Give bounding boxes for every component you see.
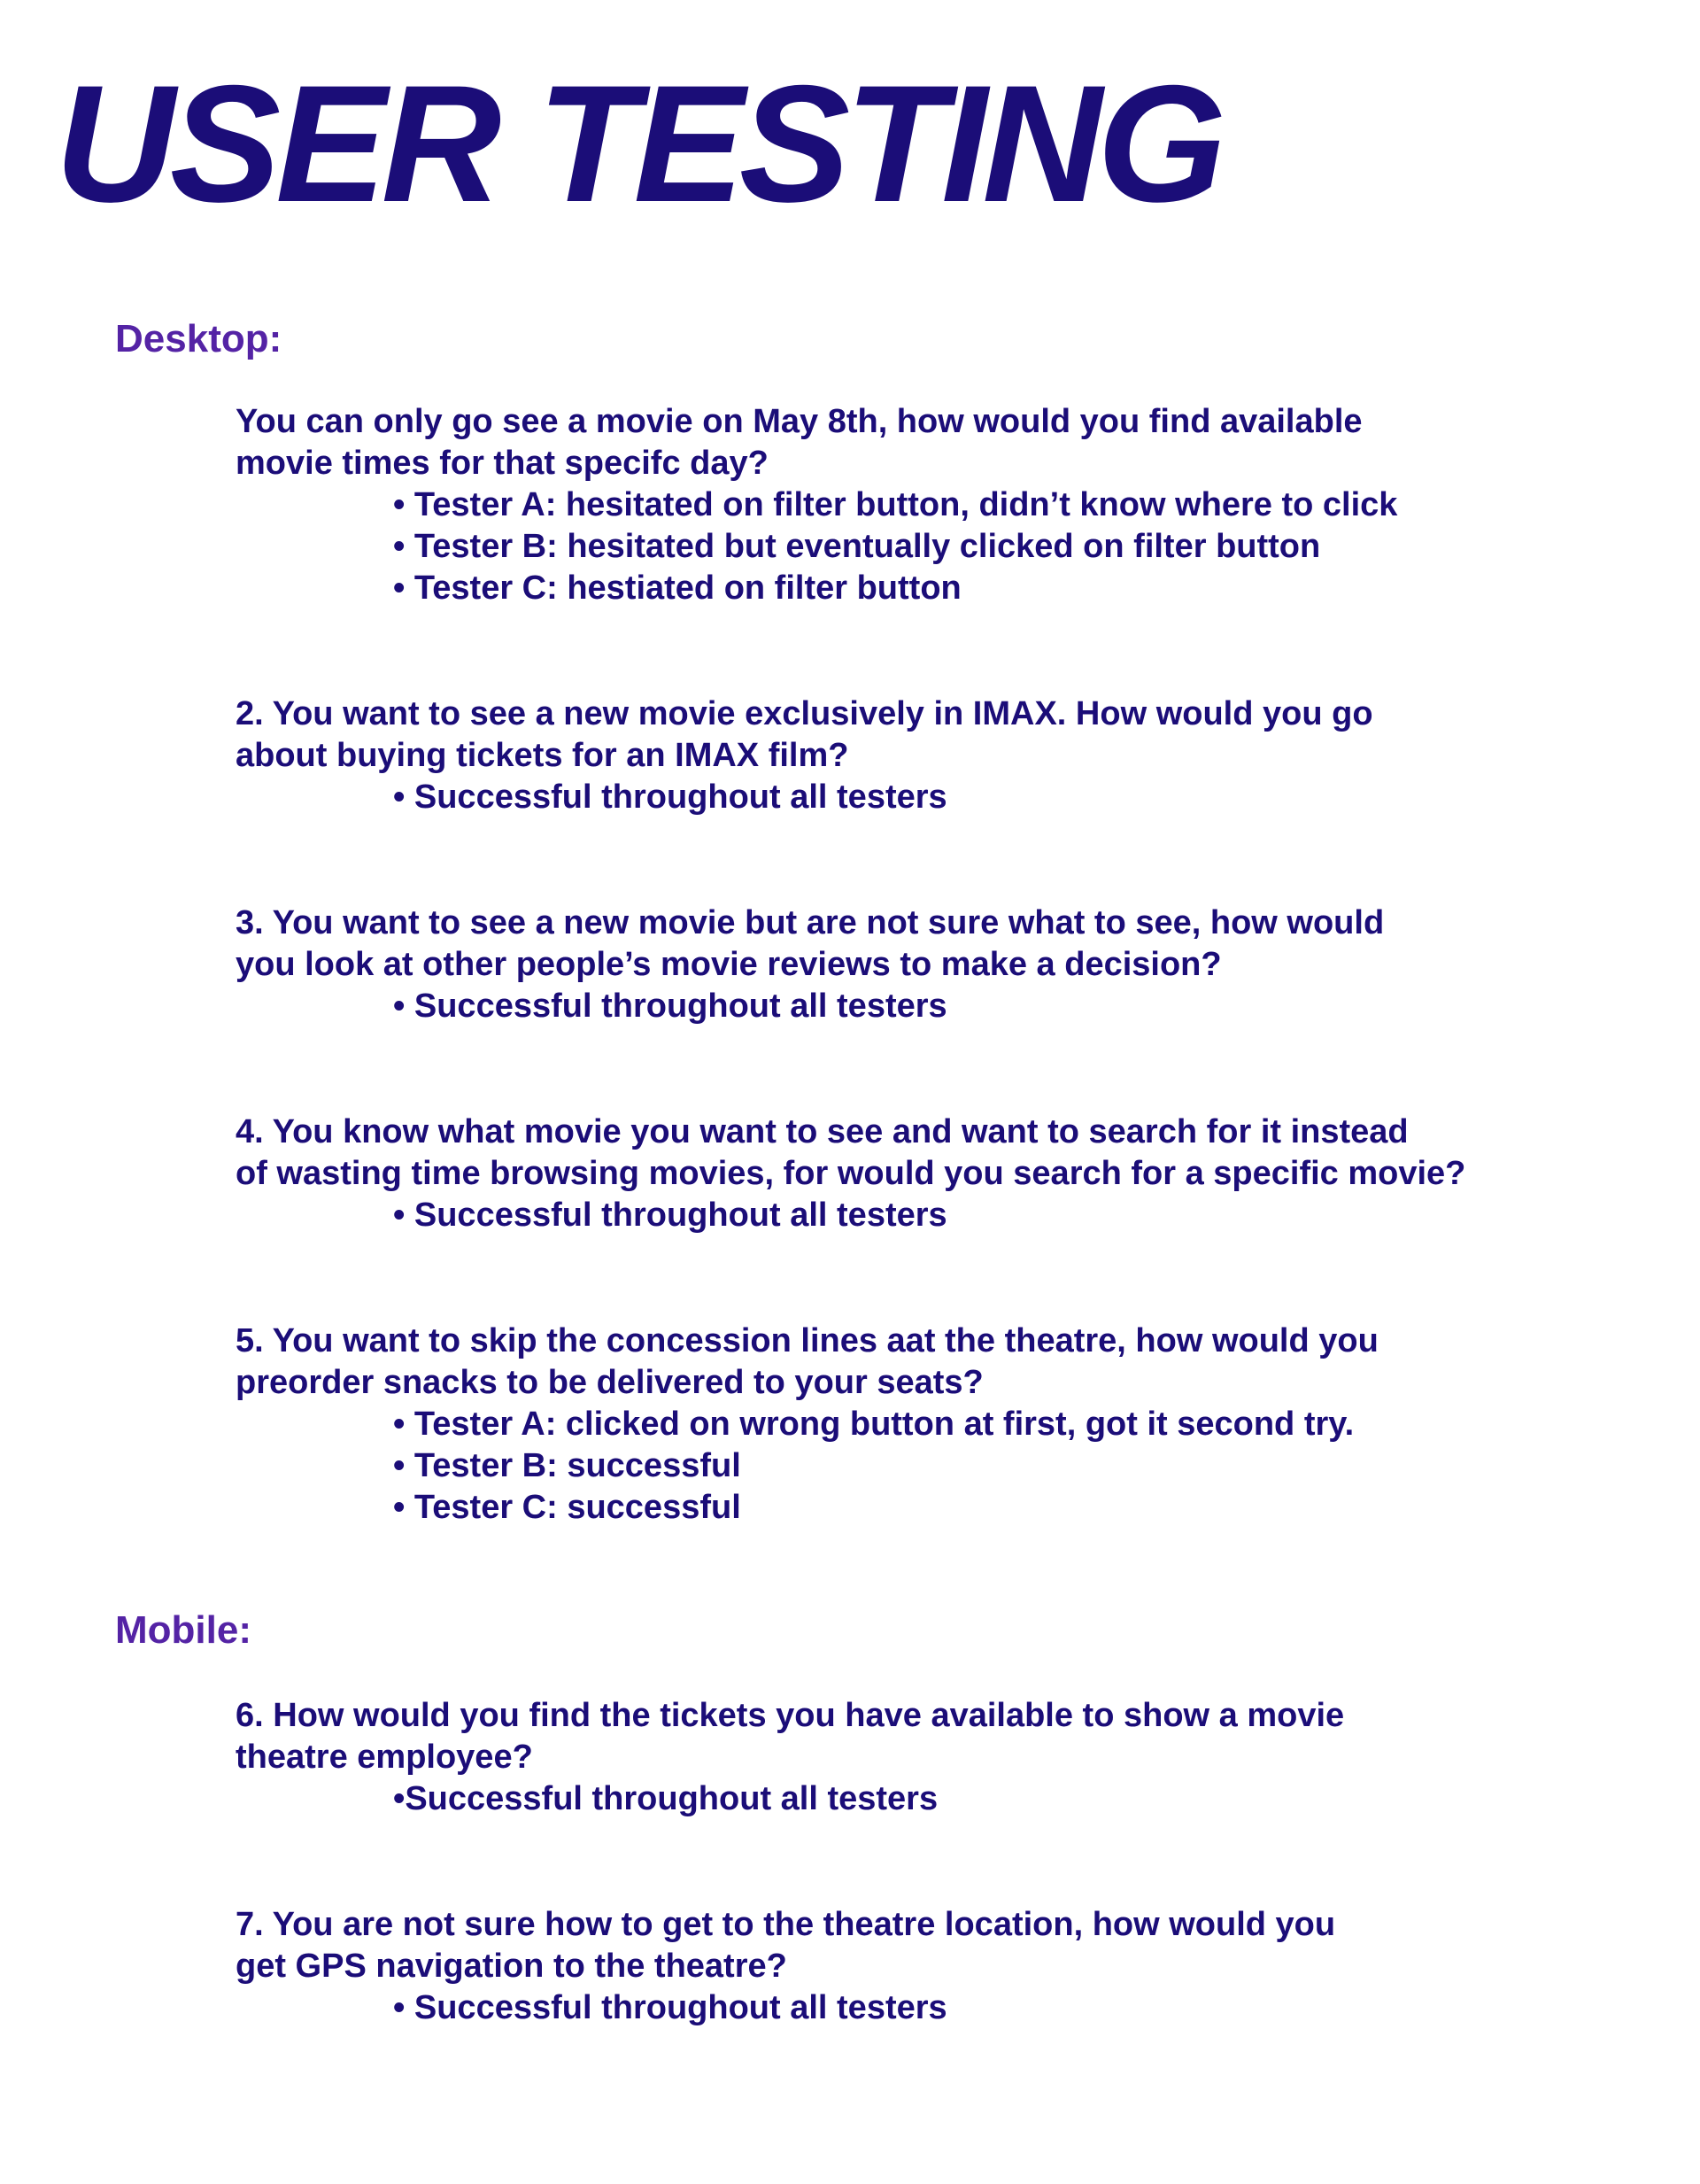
question-6 xyxy=(236,1695,1617,1820)
result-list xyxy=(236,986,1617,1027)
page-title: USER TESTING xyxy=(55,50,1222,236)
result-text: Tester B: successful xyxy=(413,1447,741,1484)
bullet-icon: • xyxy=(393,569,406,607)
result-text: Successful throughout all testers xyxy=(413,1989,947,2026)
result-text: Tester C: successful xyxy=(413,1489,741,1526)
bullet-icon: • xyxy=(393,1989,406,2026)
result-text: Successful throughout all testers xyxy=(405,1780,939,1817)
question-7 xyxy=(236,1904,1617,2029)
bullet-icon: • xyxy=(393,1780,406,1817)
question-text: 7. You are not sure how to get to the theatre location, how would you get GPS navigation to the theatre? xyxy=(236,1906,1336,1985)
question-text: 2. You want to see a new movie exclusively in IMAX. How would you go about buying tickets for an IMAX film? xyxy=(236,695,1373,774)
question-text: 6. How would you find the tickets you have available to show a movie theatre employee? xyxy=(236,1697,1345,1776)
question-4 xyxy=(236,1111,1617,1236)
result-item xyxy=(393,1987,1617,2029)
question-text: You can only go see a movie on May 8th, how would you find available movie times for that specifc day? xyxy=(236,403,1363,482)
result-text: Tester B: hesitated but eventually clicked on filter button xyxy=(413,528,1321,565)
result-item xyxy=(393,568,1617,609)
question-2 xyxy=(236,693,1617,818)
question-1 xyxy=(236,401,1617,609)
bullet-icon: • xyxy=(393,528,406,565)
result-item xyxy=(393,484,1617,526)
bullet-icon: • xyxy=(393,1489,406,1526)
result-list xyxy=(236,1778,1617,1820)
question-5 xyxy=(236,1320,1617,1529)
question-text: 3. You want to see a new movie but are not sure what to see, how would you look at other people’s movie reviews to make a decision? xyxy=(236,904,1385,983)
bullet-icon: • xyxy=(393,987,406,1025)
result-list xyxy=(236,1195,1617,1236)
result-list xyxy=(236,777,1617,818)
result-list xyxy=(236,1404,1617,1529)
question-text: 5. You want to skip the concession lines aat the theatre, how would you preorder snacks to be delivered to your seats? xyxy=(236,1322,1379,1401)
bullet-icon: • xyxy=(393,1406,406,1443)
question-3 xyxy=(236,902,1617,1027)
result-text: Successful throughout all testers xyxy=(413,778,947,816)
result-text: Tester A: clicked on wrong button at first, got it second try. xyxy=(413,1406,1355,1443)
section-heading-desktop: Desktop: xyxy=(115,317,282,360)
question-text: 4. You know what movie you want to see and want to search for it instead of wasting time browsing movies, for would you search for a specific movie? xyxy=(236,1113,1466,1192)
bullet-icon: • xyxy=(393,778,406,816)
result-text: Tester A: hesitated on filter button, didn’t know where to click xyxy=(413,486,1398,523)
result-item xyxy=(393,1487,1617,1529)
bullet-icon: • xyxy=(393,486,406,523)
result-item xyxy=(393,1778,1617,1820)
bullet-icon: • xyxy=(393,1197,406,1234)
result-text: Successful throughout all testers xyxy=(413,987,947,1025)
result-text: Tester C: hestiated on filter button xyxy=(413,569,962,607)
result-item xyxy=(393,526,1617,568)
result-item xyxy=(393,986,1617,1027)
result-item xyxy=(393,1195,1617,1236)
result-item xyxy=(393,777,1617,818)
result-item xyxy=(393,1404,1617,1445)
section-heading-mobile: Mobile: xyxy=(115,1608,251,1652)
bullet-icon: • xyxy=(393,1447,406,1484)
result-text: Successful throughout all testers xyxy=(413,1197,947,1234)
result-list xyxy=(236,1987,1617,2029)
result-list xyxy=(236,484,1617,609)
result-item xyxy=(393,1445,1617,1487)
